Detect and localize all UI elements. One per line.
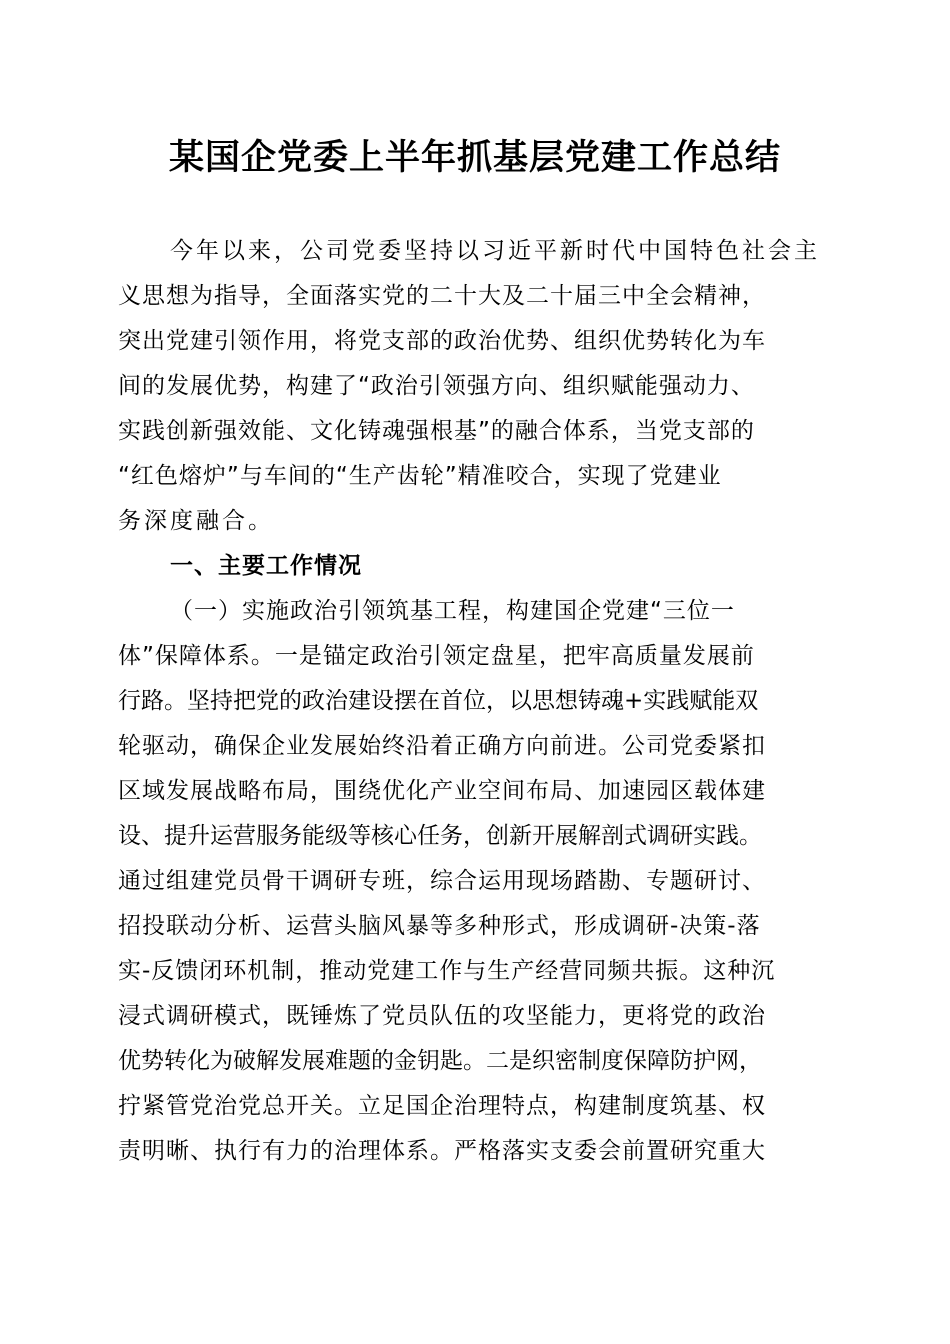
paragraph-line: 行路。坚持把党的政治建设摆在首位，以思想铸魂+实践赋能双 [118,688,759,714]
paragraph-line: 通过组建党员骨干调研专班，综合运用现场踏勘、专题研讨、 [118,868,766,894]
paragraph-line: 拧紧管党治党总开关。立足国企治理特点，构建制度筑基、权 [118,1093,766,1119]
paragraph-line: 实-反馈闭环机制，推动党建工作与生产经营同频共振。这种沉 [118,958,776,984]
document-title: 某国企党委上半年抓基层党建工作总结 [168,137,781,178]
subsection-heading-line: （一）实施政治引领筑基工程，构建国企党建“三位一 [170,598,735,624]
paragraph-line: “红色熔炉”与车间的“生产齿轮”精准咬合，实现了党建业 [118,463,722,489]
paragraph-line: 轮驱动，确保企业发展始终沿着正确方向前进。公司党委紧扣 [118,733,766,759]
paragraph-line: 间的发展优势，构建了“政治引领强方向、组织赋能强动力、 [118,373,755,399]
paragraph-line: 务深度融合。 [118,508,274,534]
section-heading: 一、主要工作情况 [170,553,362,579]
paragraph-line: 浸式调研模式，既锤炼了党员队伍的攻坚能力，更将党的政治 [118,1003,766,1029]
paragraph-line: 义思想为指导，全面落实党的二十大及二十届三中全会精神， [118,283,766,309]
document-body [118,229,833,1174]
paragraph-line: 突出党建引领作用，将党支部的政治优势、组织优势转化为车 [118,328,766,354]
paragraph-line: 今年以来，公司党委坚持以习近平新时代中国特色社会主 [170,238,820,264]
paragraph-line: 设、提升运营服务能级等核心任务，创新开展解剖式调研实践。 [118,823,762,849]
paragraph-line: 实践创新强效能、文化铸魂强根基”的融合体系，当党支部的 [118,418,755,444]
paragraph-line: 责明晰、执行有力的治理体系。严格落实支委会前置研究重大 [118,1138,766,1164]
paragraph-line: 区域发展战略布局，围绕优化产业空间布局、加速园区载体建 [118,778,766,804]
paragraph-line: 优势转化为破解发展难题的金钥匙。二是织密制度保障防护网， [118,1048,762,1074]
paragraph-line: 体”保障体系。一是锚定政治引领定盘星，把牢高质量发展前 [118,643,755,669]
paragraph-line: 招投联动分析、运营头脑风暴等多种形式，形成调研-决策-落 [118,913,761,939]
